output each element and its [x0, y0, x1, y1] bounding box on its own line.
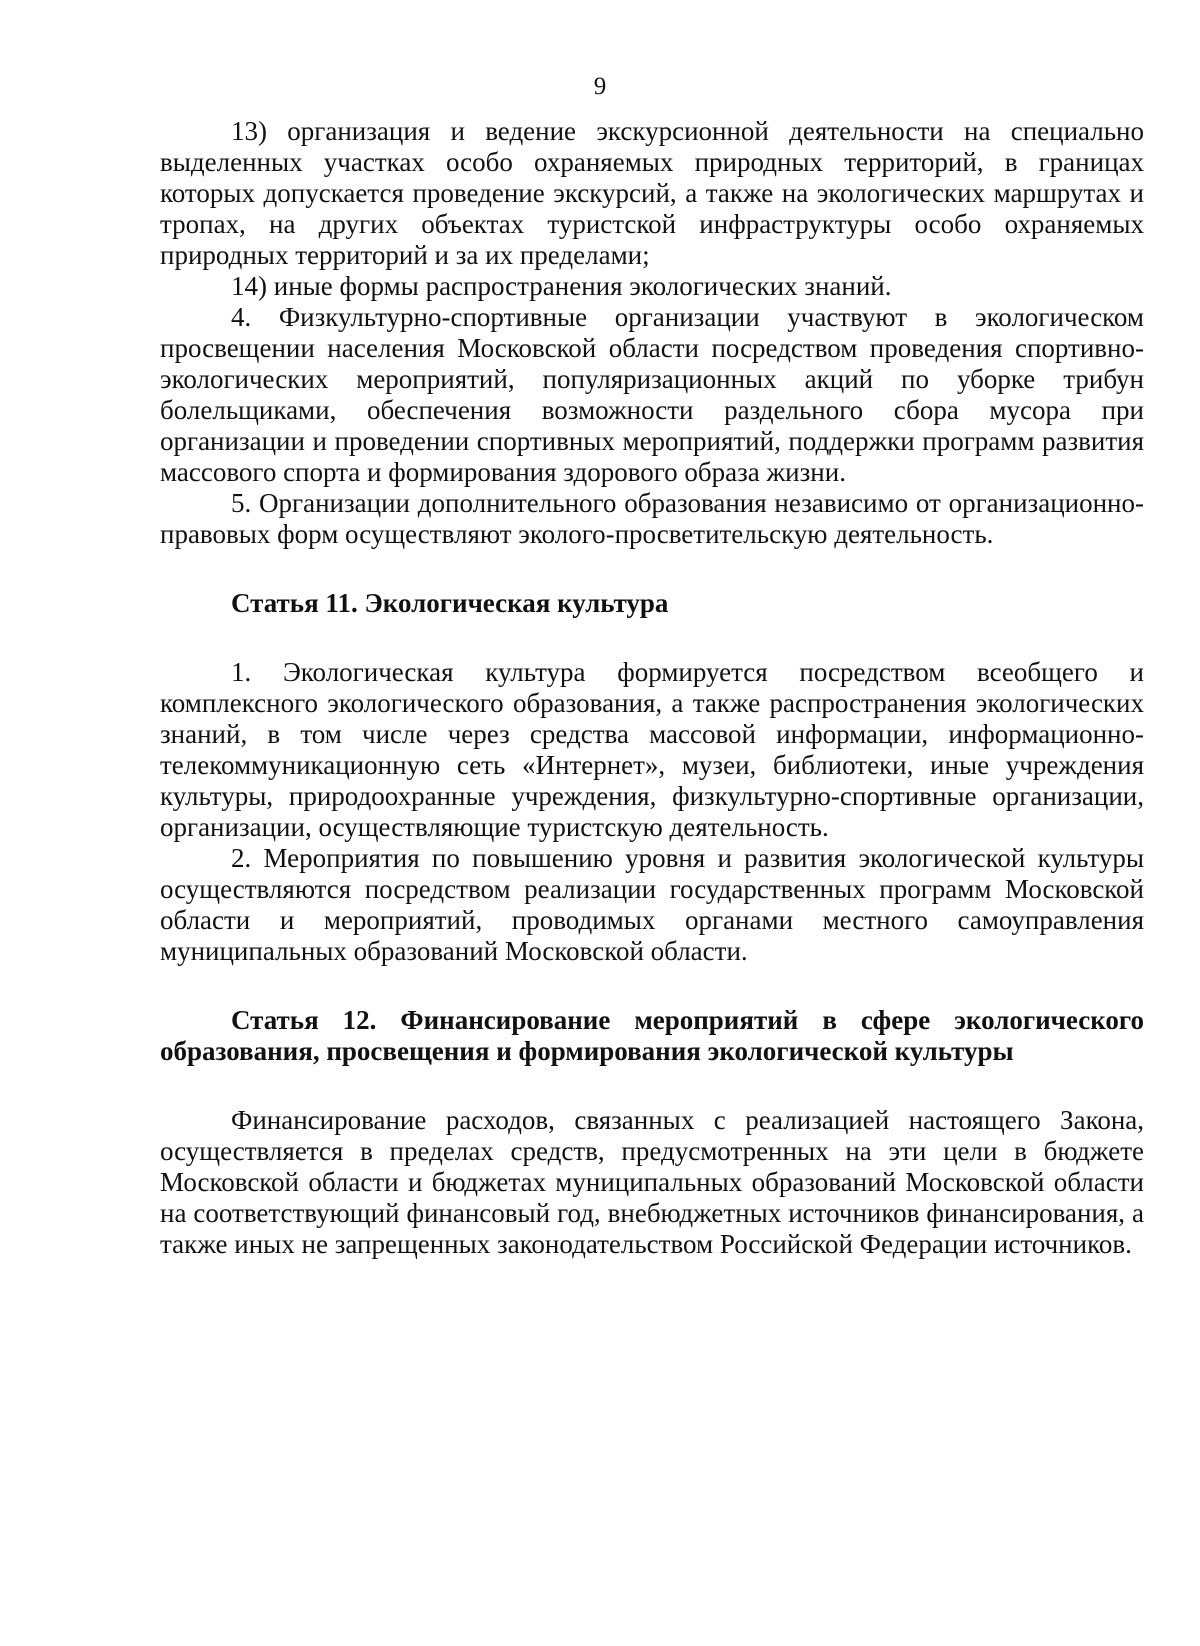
paragraph-item-14: 14) иные формы распространения экологических знаний.: [231, 271, 892, 301]
article-11-paragraph-2: 2. Мероприятия по повышению уровня и развития экологической культуры осуществляются посредством реализации государственных программ Московской области и мероприятий, проводимых органами местного самоуправления муниципальных образований Московской области.: [160, 843, 1144, 966]
article-12-paragraph-1: Финансирование расходов, связанных с реализацией настоящего Закона, осуществляется в пределах средств, предусмотренных на эти цели в бюджете Московской области и бюджетах муниципальных образований Московской области на соответствующий финансовый год, внебюджетных источников финансирования, а также иных не запрещенных законодательством Российской Федерации источников.: [160, 1105, 1144, 1259]
document-body: [160, 116, 1144, 1260]
article-11-heading: Статья 11. Экологическая культура: [231, 588, 669, 618]
article-11-paragraph-1: 1. Экологическая культура формируется посредством всеобщего и комплексного экологического образования, а также распространения экологических знаний, в том числе через средства массовой информации, информационно-телекоммуникационную сеть «Интернет», музеи, библиотеки, иные учреждения культуры, природоохранные учреждения, физкультурно-спортивные организации, организации, осуществляющие туристскую деятельность.: [160, 657, 1144, 842]
page-number: 9: [593, 73, 607, 100]
article-12-heading: Статья 12. Финансирование мероприятий в сфере экологического образования, просвещения и формирования экологической культуры: [160, 1005, 1144, 1066]
paragraph-part-5: 5. Организации дополнительного образования независимо от организационно-правовых форм осуществляют эколого-просветительскую деятельность.: [160, 488, 1144, 549]
paragraph-part-4: 4. Физкультурно-спортивные организации участвуют в экологическом просвещении населения Московской области посредством проведения спортивно-экологических мероприятий, популяризационных акций по уборке трибун болельщиками, обеспечения возможности раздельного сбора мусора при организации и проведении спортивных мероприятий, поддержки программ развития массового спорта и формирования здорового образа жизни.: [160, 302, 1144, 487]
paragraph-item-13: 13) организация и ведение экскурсионной деятельности на специально выделенных участках особо охраняемых природных территорий, в границах которых допускается проведение экскурсий, а также на экологических маршрутах и тропах, на других объектах туристской инфраструктуры особо охраняемых природных территорий и за их пределами;: [160, 116, 1144, 270]
